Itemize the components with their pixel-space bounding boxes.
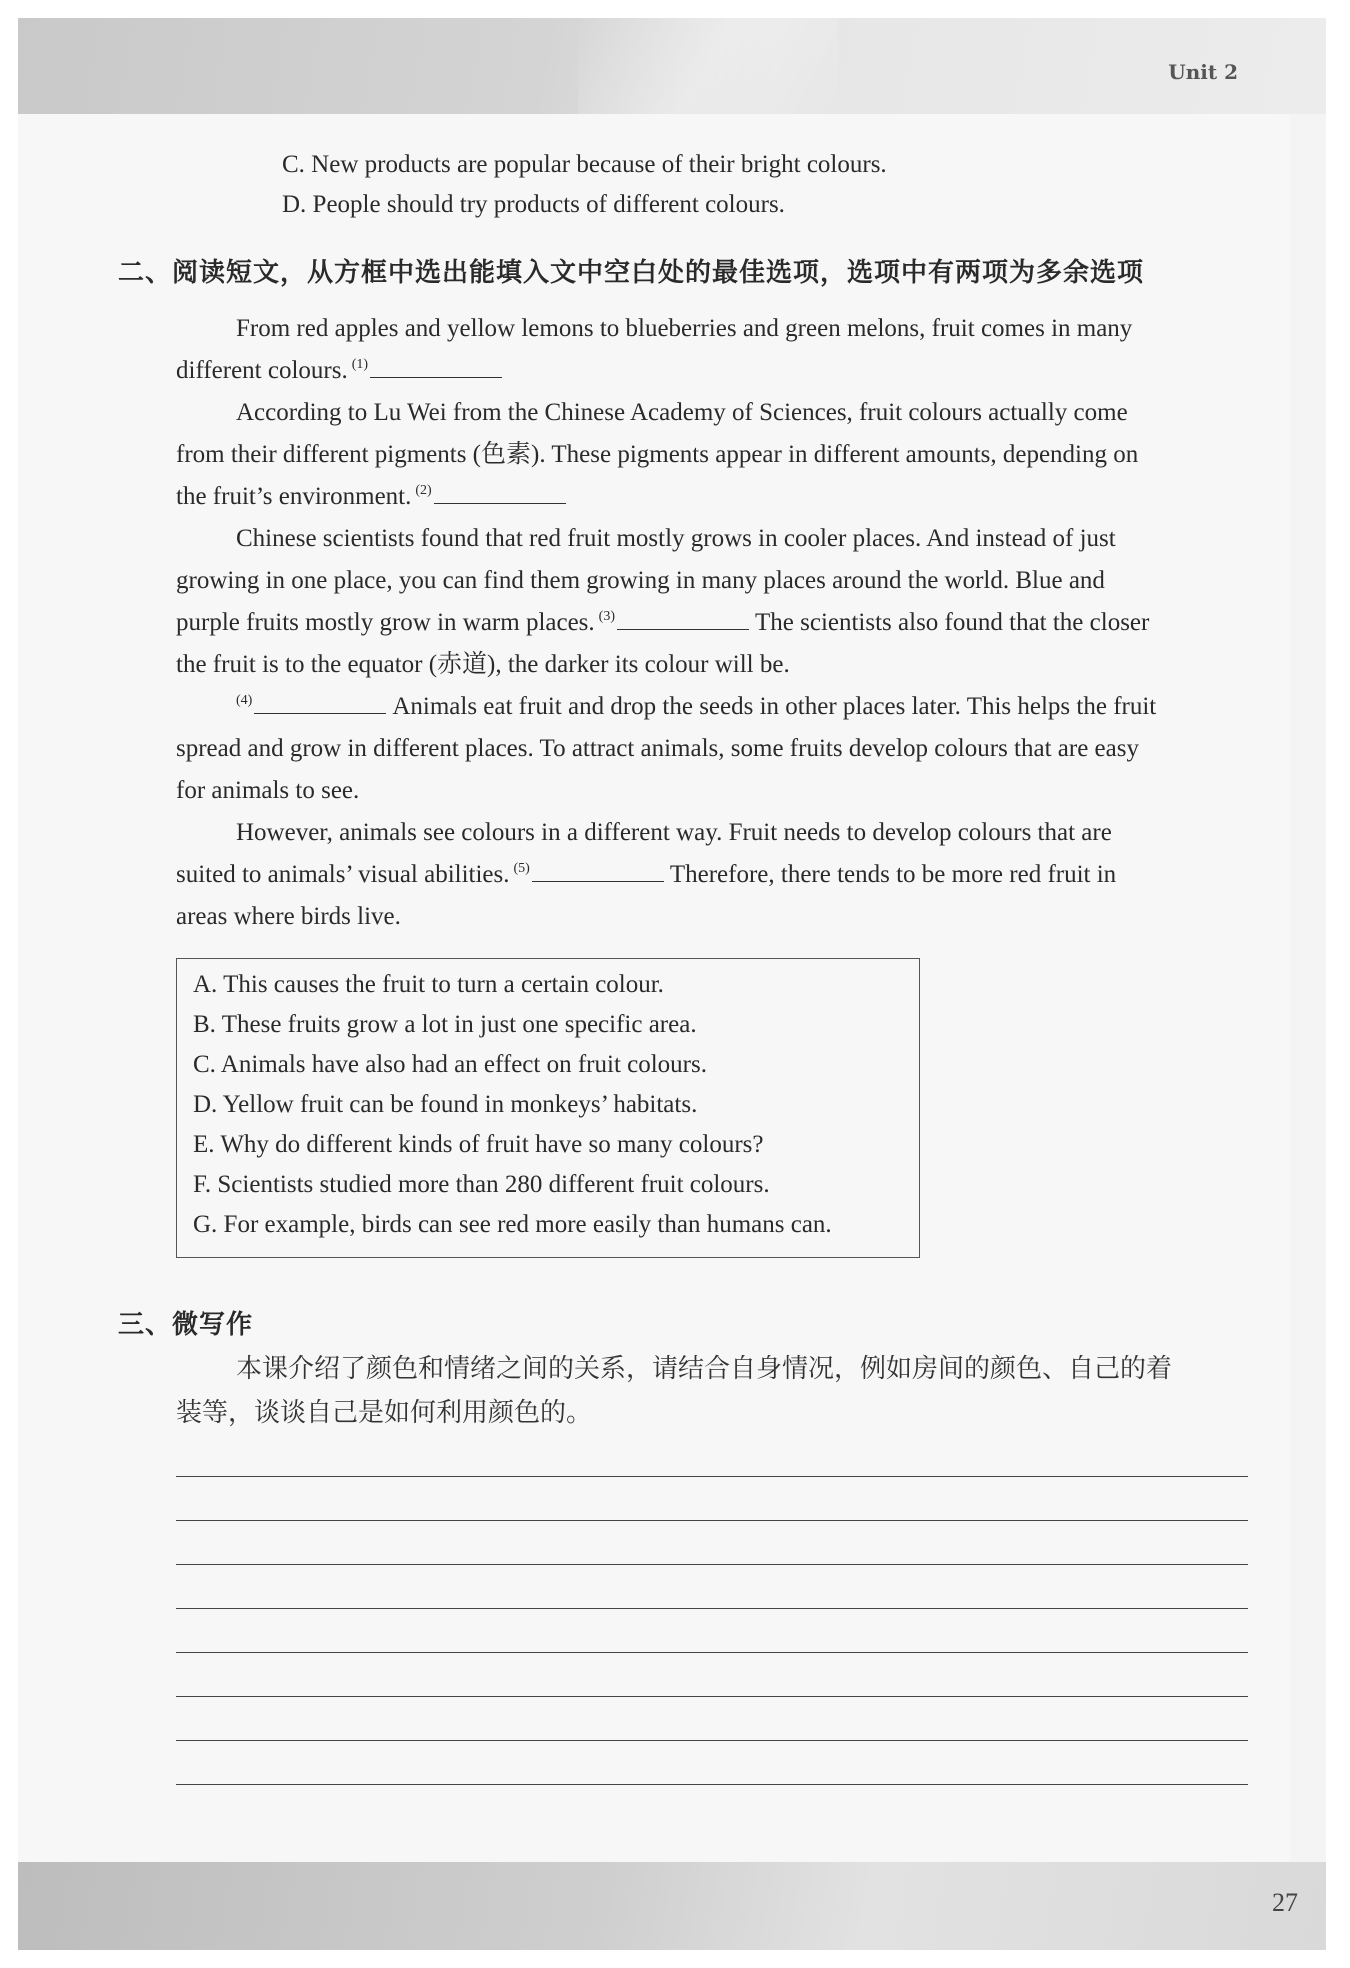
p3-line1: Chinese scientists found that red fruit mostly grows in cooler places. And instead of just xyxy=(236,525,1116,552)
p2-line2: from their different pigments (色素). These pigments appear in different amounts, depending on xyxy=(176,441,1139,468)
blank-5-number: (5) xyxy=(513,861,530,876)
workbook-page xyxy=(18,18,1326,1950)
writing-line-4[interactable] xyxy=(176,1608,1248,1609)
p2-line3 xyxy=(176,480,572,514)
blank-1-number: (1) xyxy=(351,357,369,372)
writing-line-8[interactable] xyxy=(176,1784,1248,1785)
writing-line-7[interactable] xyxy=(176,1740,1248,1741)
blank-3-number: (3) xyxy=(598,609,615,624)
section3-heading: 三、微写作 xyxy=(118,1310,254,1340)
blank-4-number: (4) xyxy=(236,693,253,708)
prev-option-d: D. People should try products of different colours. xyxy=(282,191,785,218)
writing-line-2[interactable] xyxy=(176,1520,1248,1521)
blank-5[interactable] xyxy=(532,859,664,882)
options-box xyxy=(176,958,920,1258)
p2-line3-text: the fruit’s environment. xyxy=(176,483,412,510)
blank-4[interactable] xyxy=(254,691,386,714)
section2-heading: 二、阅读短文，从方框中选出能填入文中空白处的最佳选项，选项中有两项为多余选项 xyxy=(118,258,1145,288)
blank-3[interactable] xyxy=(617,607,749,630)
blank-1[interactable] xyxy=(370,355,502,378)
option-a: A. This causes the fruit to turn a certain colour. xyxy=(193,971,664,998)
p2-line1: According to Lu Wei from the Chinese Academy of Sciences, fruit colours actually come xyxy=(236,399,1128,426)
blank-2-number: (2) xyxy=(415,483,432,498)
writing-line-6[interactable] xyxy=(176,1696,1248,1697)
p3-line3-text-a: purple fruits mostly grow in warm places. xyxy=(176,609,595,636)
p4-line1 xyxy=(232,690,1156,724)
p1-line1: From red apples and yellow lemons to blueberries and green melons, fruit comes in many xyxy=(236,315,1133,342)
option-d: D. Yellow fruit can be found in monkeys’ habitats. xyxy=(193,1091,698,1118)
header-band xyxy=(18,18,1326,114)
footer-band xyxy=(18,1862,1326,1950)
p1-line2-text: different colours. xyxy=(176,357,348,384)
p5-line3: areas where birds live. xyxy=(176,903,401,930)
p5-line1: However, animals see colours in a different way. Fruit needs to develop colours that are xyxy=(236,819,1112,846)
option-e: E. Why do different kinds of fruit have so many colours? xyxy=(193,1131,764,1158)
writing-line-1[interactable] xyxy=(176,1476,1248,1477)
unit-label: Unit 2 xyxy=(1168,60,1238,84)
p3-line3 xyxy=(176,606,1149,640)
option-b: B. These fruits grow a lot in just one specific area. xyxy=(193,1011,697,1038)
p1-line2 xyxy=(176,354,508,388)
p5-line2-text-a: suited to animals’ visual abilities. xyxy=(176,861,510,888)
p3-line2: growing in one place, you can find them growing in many places around the world. Blue and xyxy=(176,567,1105,594)
p4-line2: spread and grow in different places. To attract animals, some fruits develop colours that are easy xyxy=(176,735,1139,762)
p5-line2-text-b: Therefore, there tends to be more red fruit in xyxy=(669,861,1117,888)
section3-prompt-line1: 本课介绍了颜色和情绪之间的关系，请结合自身情况，例如房间的颜色、自己的着 xyxy=(236,1354,1173,1384)
p5-line2 xyxy=(176,858,1116,892)
writing-line-3[interactable] xyxy=(176,1564,1248,1565)
blank-2[interactable] xyxy=(434,481,566,504)
option-f: F. Scientists studied more than 280 different fruit colours. xyxy=(193,1171,770,1198)
prev-option-c: C. New products are popular because of their bright colours. xyxy=(282,151,887,178)
option-g: G. For example, birds can see red more easily than humans can. xyxy=(193,1211,832,1238)
p4-line3: for animals to see. xyxy=(176,777,360,804)
page-content xyxy=(18,114,1290,1862)
page-number: 27 xyxy=(1272,1888,1298,1917)
section3-prompt-line2: 装等，谈谈自己是如何利用颜色的。 xyxy=(176,1398,593,1428)
p3-line4: the fruit is to the equator (赤道), the darker its colour will be. xyxy=(176,651,790,678)
p4-line1-text: Animals eat fruit and drop the seeds in other places later. This helps the fruit xyxy=(392,693,1157,720)
option-c: C. Animals have also had an effect on fruit colours. xyxy=(193,1051,707,1078)
p3-line3-text-b: The scientists also found that the closer xyxy=(755,609,1150,636)
writing-line-5[interactable] xyxy=(176,1652,1248,1653)
